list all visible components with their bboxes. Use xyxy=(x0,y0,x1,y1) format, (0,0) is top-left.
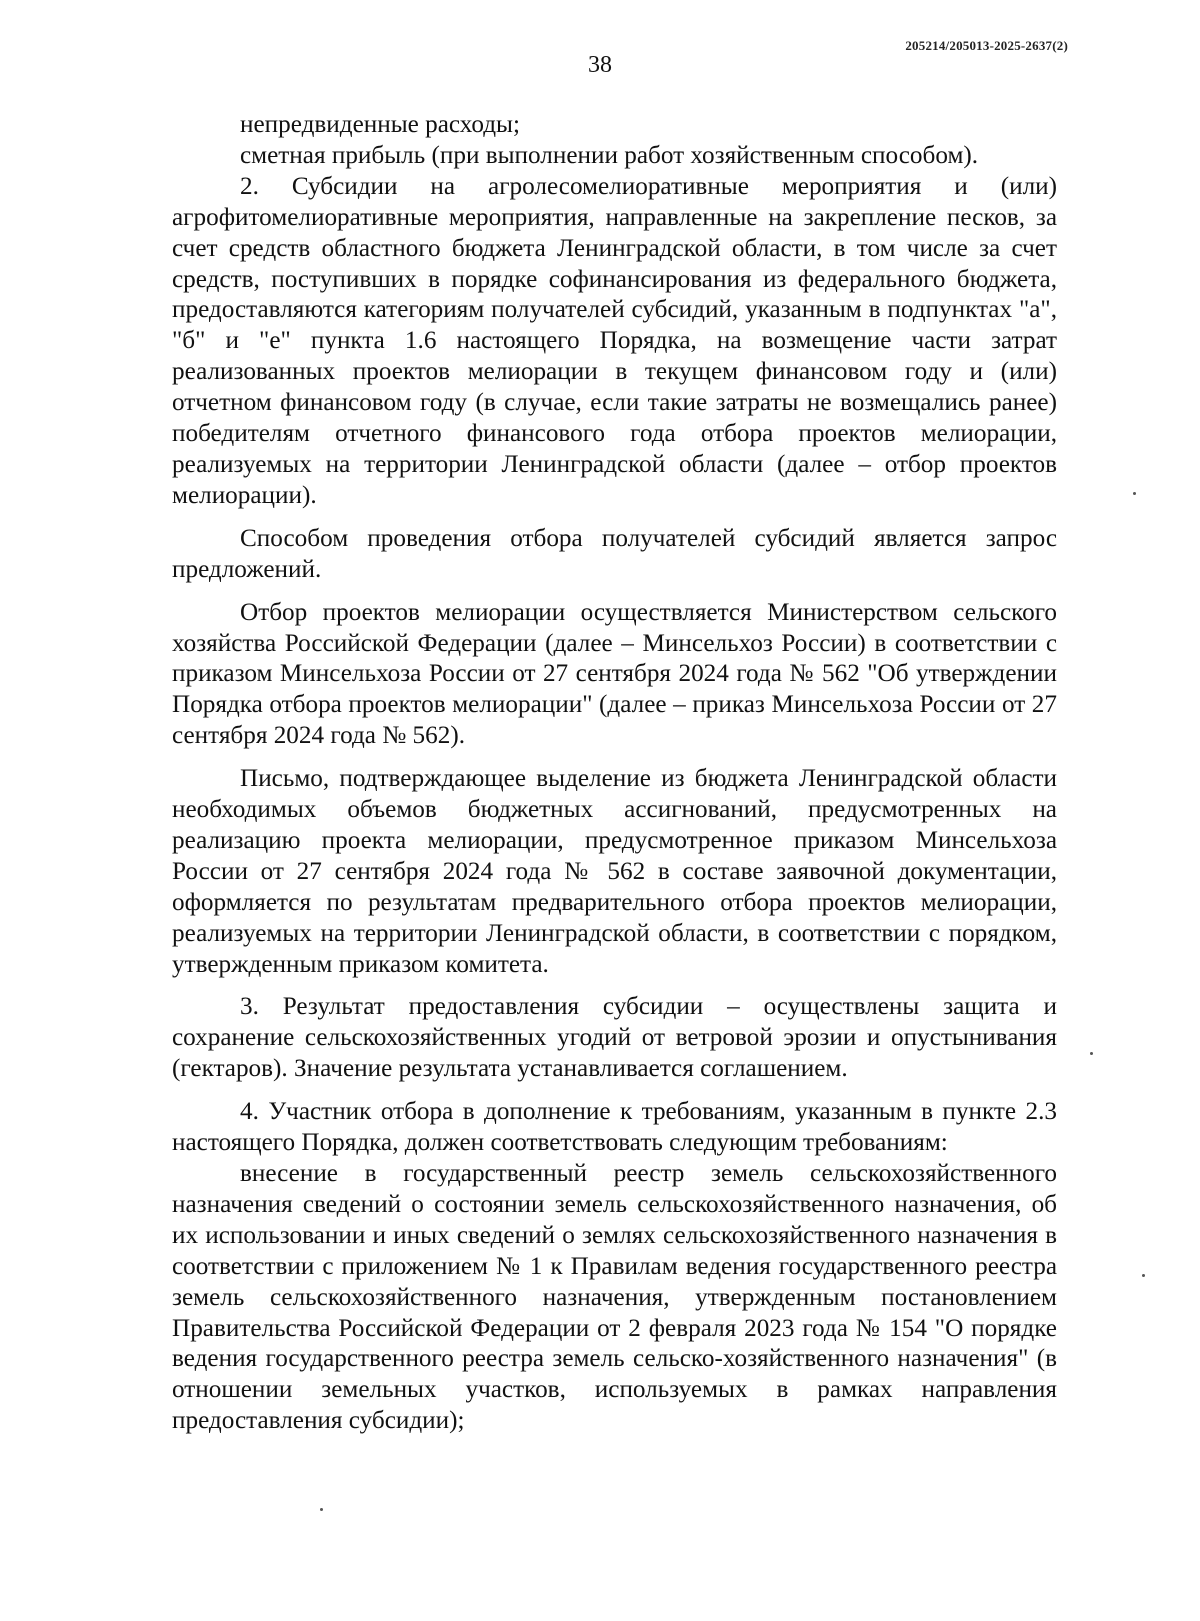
scan-speck-mark xyxy=(320,1508,323,1511)
paragraph-selection-method: Способом проведения отбора получателей субсидий является запрос предложений. xyxy=(172,524,1057,583)
paragraph-selection-ministry: Отбор проектов мелиорации осуществляется Министерством сельского хозяйства Российской Федерации (далее – Минсельхоз России) в соответствии с приказом Минсельхоза России от 27 сентября 2024 года № 562 "Об утверждении Порядка отбора проектов мелиорации" (далее – приказ Минсельхоза России от 27 сентября 2024 года № 562). xyxy=(172,598,1057,750)
paragraph-estimated-profit: сметная прибыль (при выполнении работ хозяйственным способом). xyxy=(240,141,979,169)
page-number: 38 xyxy=(588,52,612,78)
paragraph-unforeseen-expenses: непредвиденные расходы; xyxy=(240,111,520,138)
scan-speck-mark xyxy=(1142,1274,1145,1277)
paragraph-item-3-result: 3. Результат предоставления субсидии – осуществлены защита и сохранение сельскохозяйственных угодий от ветровой эрозии и опустынивания (гектаров). Значение результата устанавливается соглашением. xyxy=(172,993,1057,1083)
paragraph-item-4-requirements: 4. Участник отбора в дополнение к требованиям, указанным в пункте 2.3 настоящего Порядка, должен соответствовать следующим требованиям: xyxy=(172,1098,1057,1157)
scan-speck-mark xyxy=(1133,492,1136,495)
document-body xyxy=(172,110,1057,1437)
document-registration-number: 205214/205013-2025-2637(2) xyxy=(905,38,1068,53)
paragraph-registry-requirement: внесение в государственный реестр земель сельскохозяйственного назначения сведений о состоянии земель сельскохозяйственного назначения, об их использовании и иных сведений о землях сельскохозяйственного назначения в соответствии с приложением № 1 к Правилам ведения государственного реестра земель сельскохозяйственного назначения, утвержденным постановлением Правительства Российской Федерации от 2 февраля 2023 года № 154 "О порядке ведения государственного реестра земель сельско-хозяйственного назначения" (в отношении земельных участков, используемых в рамках направления предоставления субсидии); xyxy=(172,1160,1057,1435)
paragraph-item-2-subsidies: 2. Субсидии на агролесомелиоративные мероприятия и (или) агрофитомелиоративные мероприятия, направленные на закрепление песков, за счет средств областного бюджета Ленинградской области, в том числе за счет средств, поступивших в порядке софинансирования из федерального бюджета, предоставляются категориям получателей субсидий, указанным в подпунктах "а", "б" и "е" пункта 1.6 настоящего Порядка, на возмещение части затрат реализованных проектов мелиорации в текущем финансовом году и (или) отчетном финансовом году (в случае, если такие затраты не возмещались ранее) победителям отчетного финансового года отбора проектов мелиорации, реализуемых на территории Ленинградской области (далее – отбор проектов мелиорации). xyxy=(172,172,1057,509)
scan-speck-mark xyxy=(1090,1052,1093,1055)
paragraph-letter-confirmation: Письмо, подтверждающее выделение из бюджета Ленинградской области необходимых объемов бюджетных ассигнований, предусмотренных на реализацию проекта мелиорации, предусмотренное приказом Минсельхоза России от 27 сентября 2024 года № 562 в составе заявочной документации, оформляется по результатам предварительного отбора проектов мелиорации, реализуемых на территории Ленинградской области, в соответствии с порядком, утвержденным приказом комитета. xyxy=(172,765,1057,978)
